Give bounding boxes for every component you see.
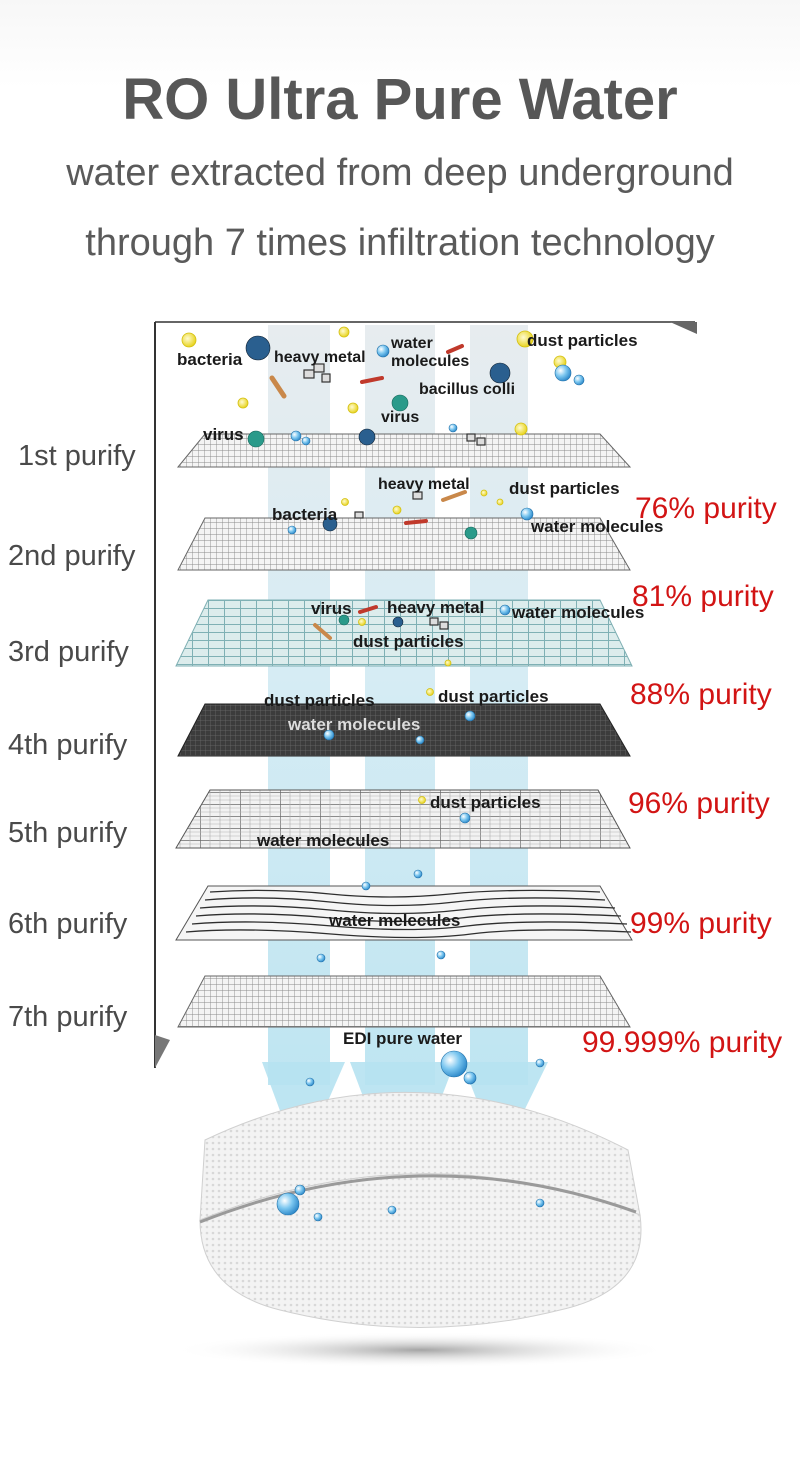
label-water-molecules: water molecules [531, 517, 664, 536]
step-label-7: 7th purify [8, 1001, 128, 1033]
filter-layer-1 [178, 434, 630, 467]
label-virus: virus [203, 425, 244, 444]
step-label-1: 1st purify [18, 440, 136, 472]
filter-layer-5 [176, 790, 630, 848]
label-water: water [391, 335, 433, 352]
membrane-bowl [170, 1092, 670, 1368]
step-label-3: 3rd purify [8, 636, 129, 668]
label-dust-particles: dust particles [527, 331, 638, 350]
page-title: RO Ultra Pure Water [122, 67, 678, 132]
label-virus: virus [311, 599, 352, 618]
filter-layer-7 [178, 976, 630, 1027]
step-label-6: 6th purify [8, 908, 128, 940]
label-dust-particles: dust particles [353, 632, 464, 651]
purity-label-6: 99% purity [630, 907, 772, 940]
label-edi-pure-water: EDI pure water [343, 1029, 463, 1048]
label-heavy-metal: heavy metal [274, 349, 366, 366]
label-dust-particles: dust particles [264, 691, 375, 710]
label-bacillus-colli: bacillus colli [419, 381, 516, 398]
purity-label-5: 96% purity [628, 787, 770, 820]
label-dust-particles: dust particles [438, 687, 549, 706]
step-label-4: 4th purify [8, 729, 128, 761]
label-water-molecules: water molecules [288, 715, 421, 734]
step-label-2: 2nd purify [8, 540, 136, 572]
subtitle-line-2: through 7 times infiltration technology [85, 222, 715, 264]
label-water-molecules: water molecules [512, 603, 645, 622]
label-virus: virus [381, 409, 420, 426]
label-heavy-metal: heavy metal [387, 598, 485, 617]
label-bacteria: bacteria [177, 350, 243, 369]
purity-label-7: 99.999% purity [582, 1026, 783, 1059]
subtitle-line-1: water extracted from deep underground [66, 152, 734, 194]
label-bacteria: bacteria [272, 505, 338, 524]
label-molecules: molecules [391, 353, 470, 370]
label-water-molecules: water molecules [257, 831, 390, 850]
step-label-5: 5th purify [8, 817, 128, 849]
purity-label-2: 76% purity [635, 492, 777, 525]
purity-label-4: 88% purity [630, 678, 772, 711]
purity-label-3: 81% purity [632, 580, 774, 613]
label-dust-particles: dust particles [430, 793, 541, 812]
label-water-melecules: water melecules [329, 911, 461, 930]
label-dust-particles: dust particles [509, 479, 620, 498]
label-heavy-metal: heavy metal [378, 476, 470, 493]
